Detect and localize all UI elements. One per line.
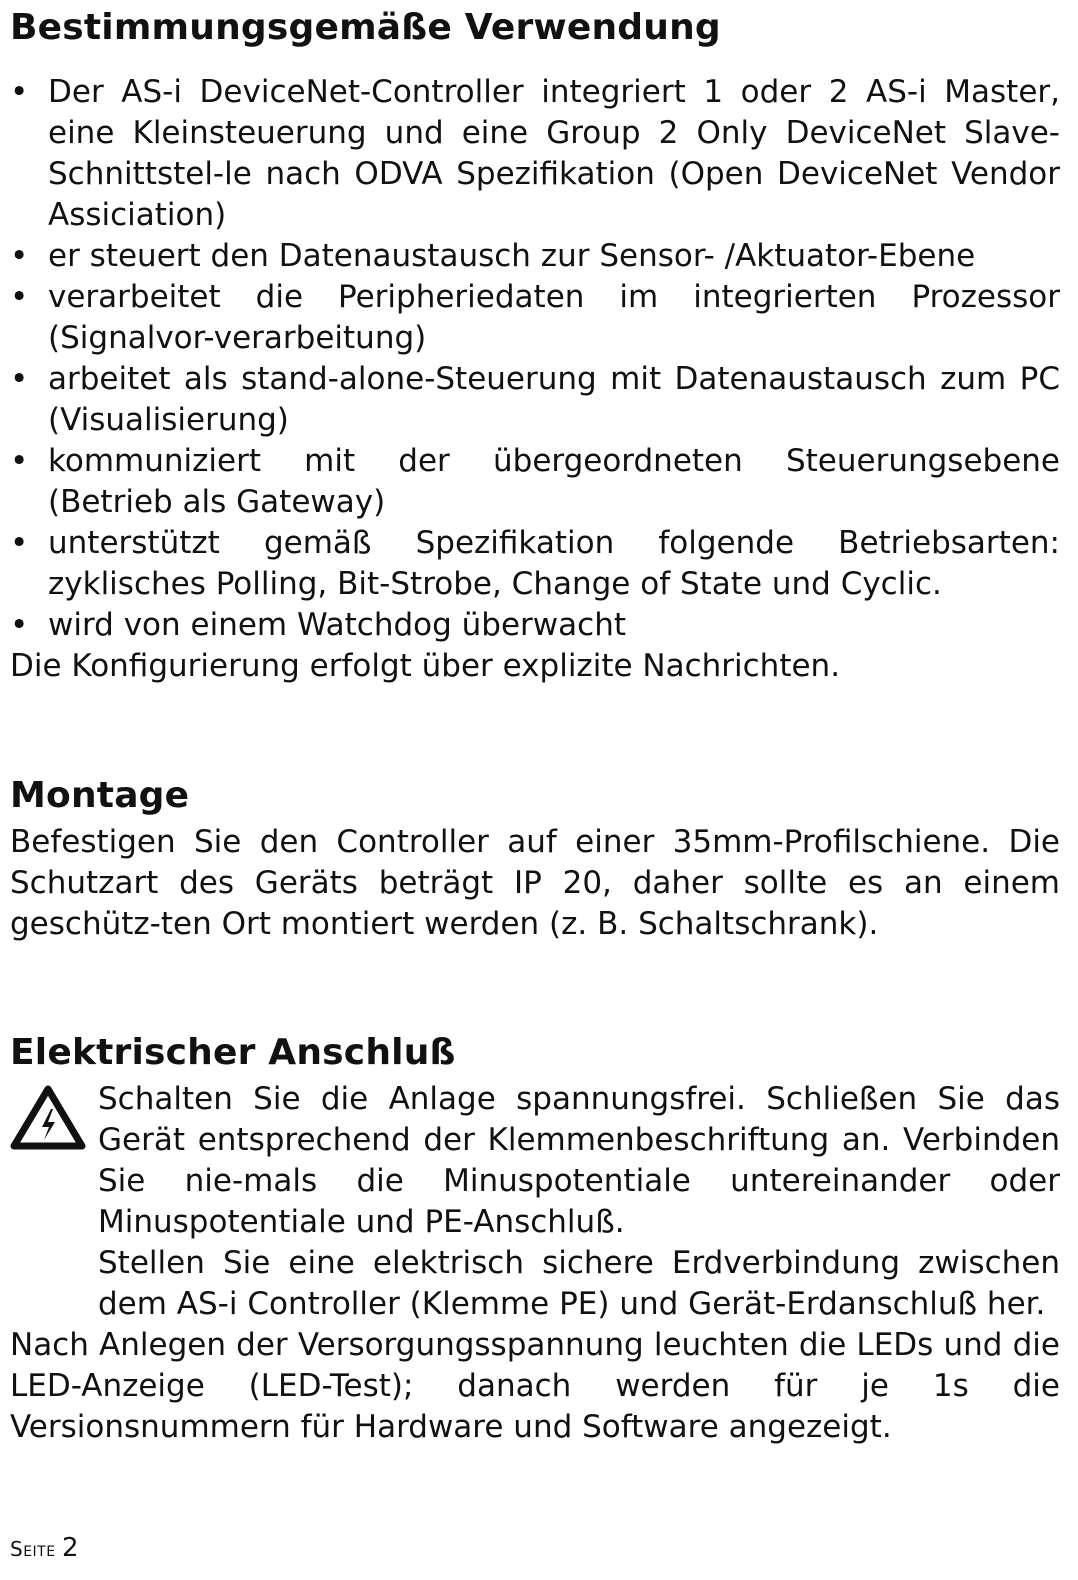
section-heading-intended-use: Bestimmungsgemäße Verwendung	[10, 7, 721, 48]
list-item	[10, 605, 1060, 646]
list-item-text: er steuert den Datenaustausch zur Sensor- /Aktuator-Ebene	[48, 238, 976, 274]
section-heading-mounting: Montage	[10, 775, 190, 816]
bullet-icon: •	[10, 279, 29, 315]
list-item	[10, 72, 1060, 236]
page-number: 2	[61, 1533, 79, 1563]
bullet-icon: •	[10, 525, 29, 561]
list-item	[10, 277, 1060, 359]
mounting-paragraph: Befestigen Sie den Controller auf einer 35mm-Profilschiene. Die Schutzart des Geräts beträgt IP 20, daher sollte es an einem geschütz-ten Ort montiert werden (z. B. Schaltschrank).	[10, 824, 1060, 942]
power-on-paragraph: Nach Anlegen der Versorgungsspannung leuchten die LEDs und die LED-Anzeige (LED-Test); danach werden für je 1s die Versionsnummern für Hardware und Software angezeigt.	[10, 1327, 1060, 1445]
list-item-text: Der AS-i DeviceNet-Controller integriert 1 oder 2 AS-i Master, eine Kleinsteuerung und eine Group 2 Only DeviceNet Slave-Schnittstel-le nach ODVA Spezifikation (Open DeviceNet Vendor Assiciation)	[48, 74, 1060, 233]
section-heading-electrical-connection: Elektrischer Anschluß	[10, 1032, 456, 1073]
bullet-icon: •	[10, 361, 29, 397]
intended-use-list	[10, 72, 1060, 646]
high-voltage-warning-icon	[10, 1085, 86, 1151]
page-label: Seite	[10, 1537, 56, 1561]
list-item-text: unterstützt gemäß Spezifikation folgende Betriebsarten: zyklisches Polling, Bit-Strobe, Change of State und Cyclic.	[48, 525, 1060, 602]
page-footer	[10, 1533, 78, 1564]
warning-paragraph-disconnect: Schalten Sie die Anlage spannungsfrei. Schließen Sie das Gerät entsprechend der Klemmenbeschriftung an. Verbinden Sie nie-mals die Minuspotentiale untereinander oder Minuspotentiale und PE-Anschluß.	[98, 1081, 1060, 1240]
list-item	[10, 236, 1060, 277]
bullet-icon: •	[10, 443, 29, 479]
bullet-icon: •	[10, 238, 29, 274]
list-item	[10, 523, 1060, 605]
list-item-text: arbeitet als stand-alone-Steuerung mit Datenaustausch zum PC (Visualisierung)	[48, 361, 1060, 438]
warning-block	[10, 1079, 1060, 1325]
list-item-text: kommuniziert mit der übergeordneten Steuerungsebene (Betrieb als Gateway)	[48, 443, 1060, 520]
document-page	[10, 0, 1060, 1448]
bullet-icon: •	[10, 74, 29, 110]
configuration-note: Die Konfigurierung erfolgt über explizite Nachrichten.	[10, 648, 841, 684]
warning-paragraph-grounding: Stellen Sie eine elektrisch sichere Erdverbindung zwischen dem AS-i Controller (Klemme PE) und Gerät-Erdanschluß her.	[98, 1245, 1060, 1322]
list-item	[10, 359, 1060, 441]
bullet-icon: •	[10, 607, 29, 643]
list-item	[10, 441, 1060, 523]
list-item-text: verarbeitet die Peripheriedaten im integrierten Prozessor (Signalvor-verarbeitung)	[48, 279, 1060, 356]
list-item-text: wird von einem Watchdog überwacht	[48, 607, 626, 643]
